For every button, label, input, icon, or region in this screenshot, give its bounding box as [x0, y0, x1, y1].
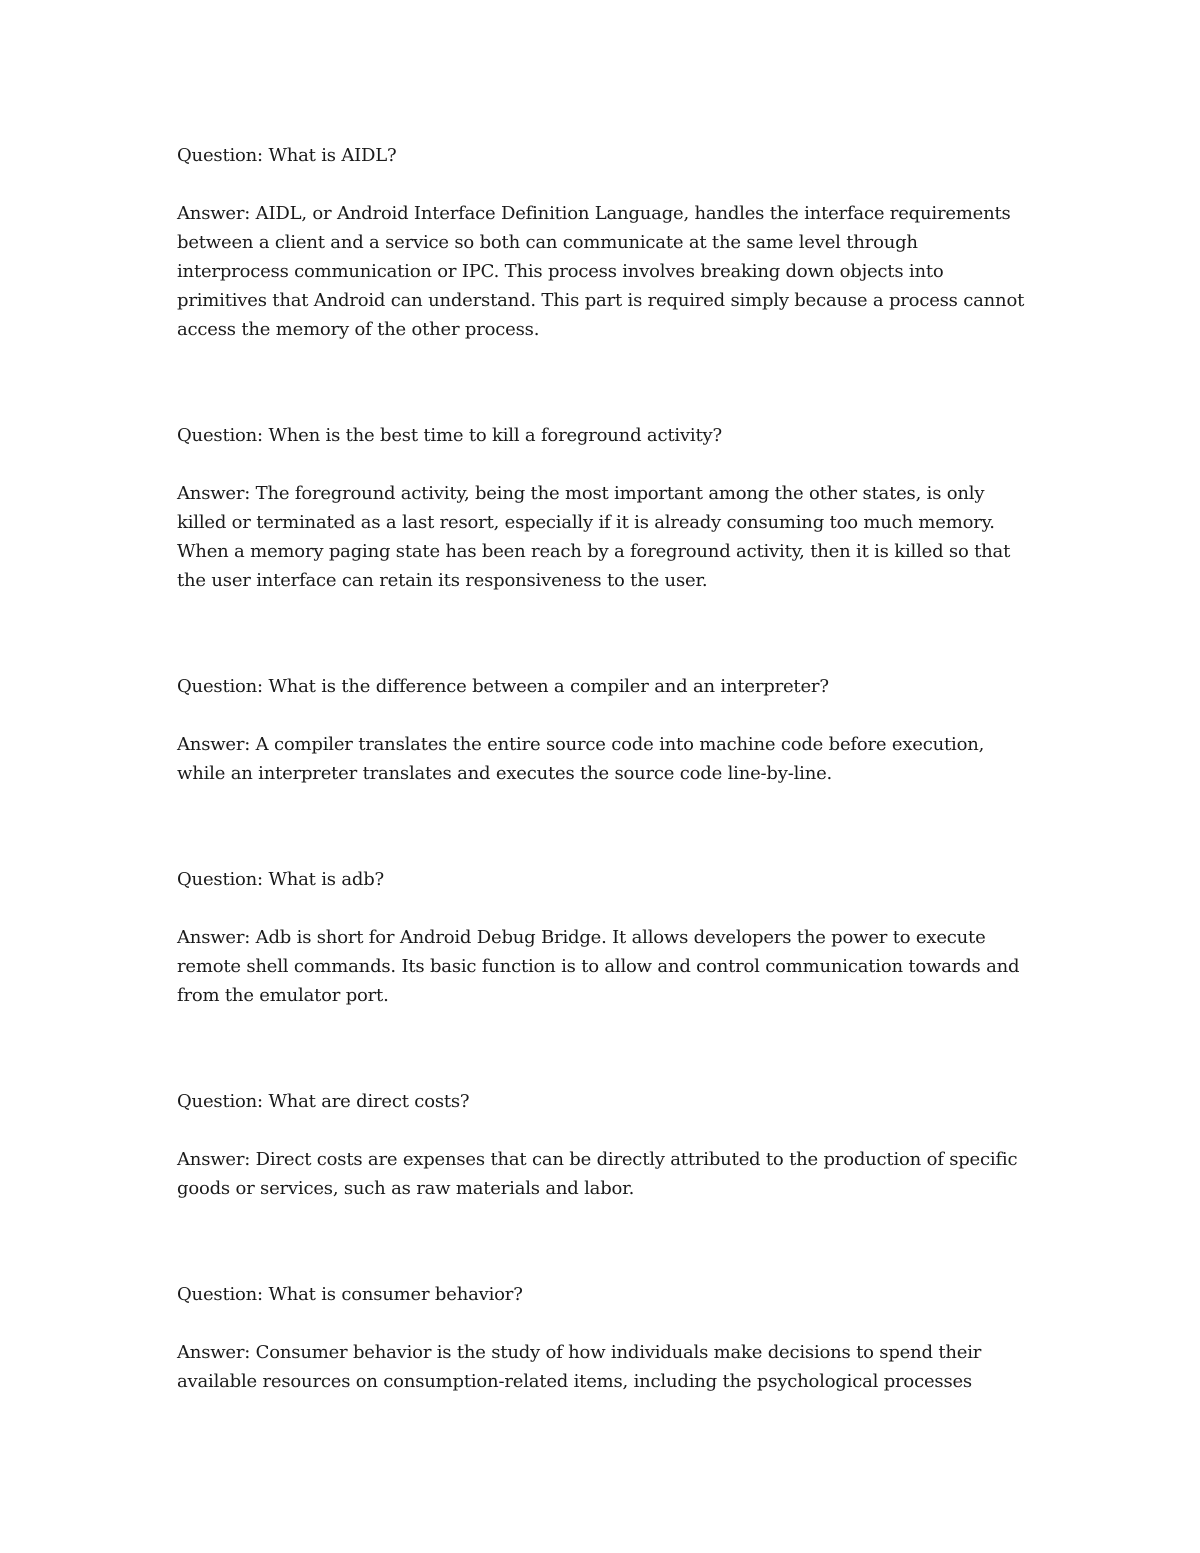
qa-item	[177, 141, 1027, 344]
question-text: Question: What is consumer behavior?	[177, 1284, 523, 1305]
answer-text: Answer: AIDL, or Android Interface Definition Language, handles the interface requirements between a client and a service so both can communicate at the same level through interprocess communication or IPC. This process involves breaking down objects into primitives that Android can understand. This part is required simply because a process cannot access the memory of the other process.	[177, 203, 1025, 340]
question-text: Question: When is the best time to kill a foreground activity?	[177, 425, 722, 446]
question-text: Question: What are direct costs?	[177, 1091, 470, 1112]
answer-text: Answer: A compiler translates the entire source code into machine code before execution, while an interpreter translates and executes the source code line-by-line.	[177, 734, 985, 784]
answer-text: Answer: The foreground activity, being the most important among the other states, is only killed or terminated as a last resort, especially if it is already consuming too much memory. When a memory paging state has been reach by a foreground activity, then it is killed so that the user interface can retain its responsiveness to the user.	[177, 483, 1011, 591]
question-text: Question: What is the difference between a compiler and an interpreter?	[177, 676, 829, 697]
qa-item	[177, 1087, 1027, 1203]
answer-text: Answer: Consumer behavior is the study of how individuals make decisions to spend their available resources on consumption-related items, including the psychological processes	[177, 1342, 982, 1392]
qa-item	[177, 421, 1027, 595]
qa-item	[177, 1280, 1027, 1396]
qa-item	[177, 672, 1027, 788]
answer-text: Answer: Adb is short for Android Debug Bridge. It allows developers the power to execute remote shell commands. Its basic function is to allow and control communication towards and from the emulator port.	[177, 927, 1020, 1006]
question-text: Question: What is AIDL?	[177, 145, 397, 166]
qa-item	[177, 865, 1027, 1010]
answer-text: Answer: Direct costs are expenses that can be directly attributed to the production of specific goods or services, such as raw materials and labor.	[177, 1149, 1018, 1199]
question-text: Question: What is adb?	[177, 869, 384, 890]
document-body	[177, 141, 1027, 1396]
